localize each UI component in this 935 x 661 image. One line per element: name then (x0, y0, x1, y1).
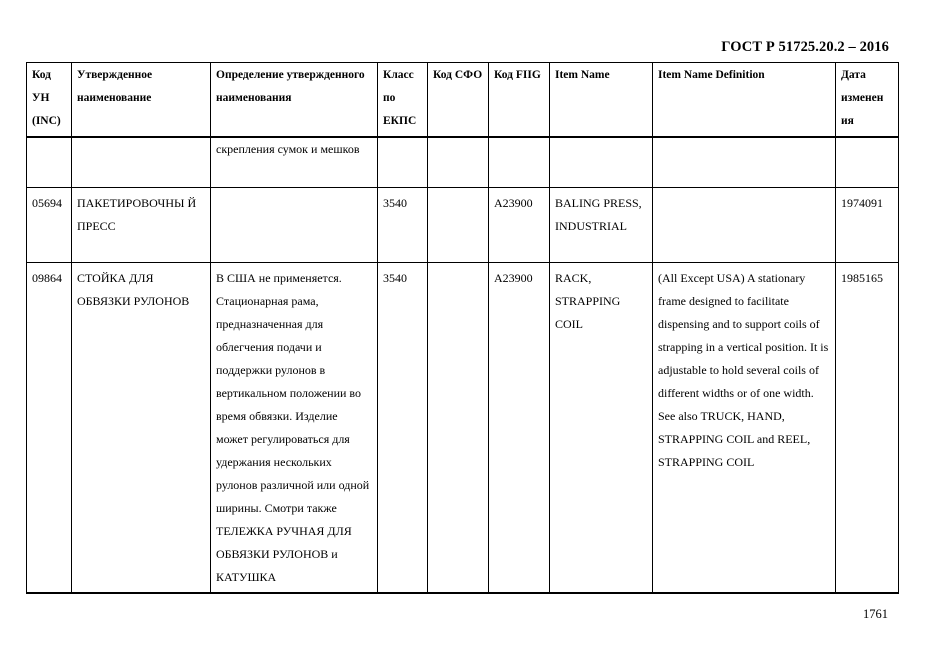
cell-sfo (428, 262, 489, 593)
cell-name: СТОЙКА ДЛЯ ОБВЯЗКИ РУЛОНОВ (72, 262, 211, 593)
column-header-class: Класс по ЕКПС (378, 63, 428, 138)
cell-date (836, 137, 899, 187)
cell-item-name: RACK, STRAPPING COIL (550, 262, 653, 593)
cell-name: ПАКЕТИРОВОЧНЫ Й ПРЕСС (72, 187, 211, 262)
column-header-item-name: Item Name (550, 63, 653, 138)
cell-definition: скрепления сумок и мешков (211, 137, 378, 187)
page-number: 1761 (863, 607, 888, 621)
column-header-inc: Код УН (INC) (27, 63, 72, 138)
table-row (27, 262, 899, 593)
cell-fiig: A23900 (489, 262, 550, 593)
cell-date: 1974091 (836, 187, 899, 262)
column-header-fiig: Код FIIG (489, 63, 550, 138)
cell-definition: В США не применяется. Стационарная рама, предназначенная для облегчения подачи и поддержки рулонов в вертикальном положении во время обвязки. Изделие может регулироваться для удержания нескольких рулонов различной или одной ширины. Смотри также ТЕЛЕЖКА РУЧНАЯ ДЛЯ ОБВЯЗКИ РУЛОНОВ и КАТУШКА (211, 262, 378, 593)
column-header-definition: Определение утвержденного наименования (211, 63, 378, 138)
cell-sfo (428, 187, 489, 262)
table-row (27, 187, 899, 262)
cell-item-definition (653, 137, 836, 187)
column-header-item-definition: Item Name Definition (653, 63, 836, 138)
cell-fiig: A23900 (489, 187, 550, 262)
cell-sfo (428, 137, 489, 187)
cell-class: 3540 (378, 262, 428, 593)
cell-inc: 05694 (27, 187, 72, 262)
catalog-table (26, 62, 899, 594)
cell-class: 3540 (378, 187, 428, 262)
table-header-row (27, 63, 899, 138)
cell-item-definition: (All Except USA) A stationary frame designed to facilitate dispensing and to support coils of strapping in a vertical position. It is adjustable to hold several coils of different widths or of one width. See also TRUCK, HAND, STRAPPING COIL and REEL, STRAPPING COIL (653, 262, 836, 593)
cell-class (378, 137, 428, 187)
cell-item-name (550, 137, 653, 187)
cell-date: 1985165 (836, 262, 899, 593)
column-header-approved-name: Утвержденное наименование (72, 63, 211, 138)
cell-item-definition (653, 187, 836, 262)
cell-item-name: BALING PRESS, INDUSTRIAL (550, 187, 653, 262)
cell-fiig (489, 137, 550, 187)
table-row (27, 137, 899, 187)
document-code: ГОСТ Р 51725.20.2 – 2016 (721, 39, 889, 55)
cell-inc: 09864 (27, 262, 72, 593)
column-header-sfo: Код СФО (428, 63, 489, 138)
cell-definition (211, 187, 378, 262)
cell-name (72, 137, 211, 187)
cell-inc (27, 137, 72, 187)
column-header-date: Дата изменен ия (836, 63, 899, 138)
